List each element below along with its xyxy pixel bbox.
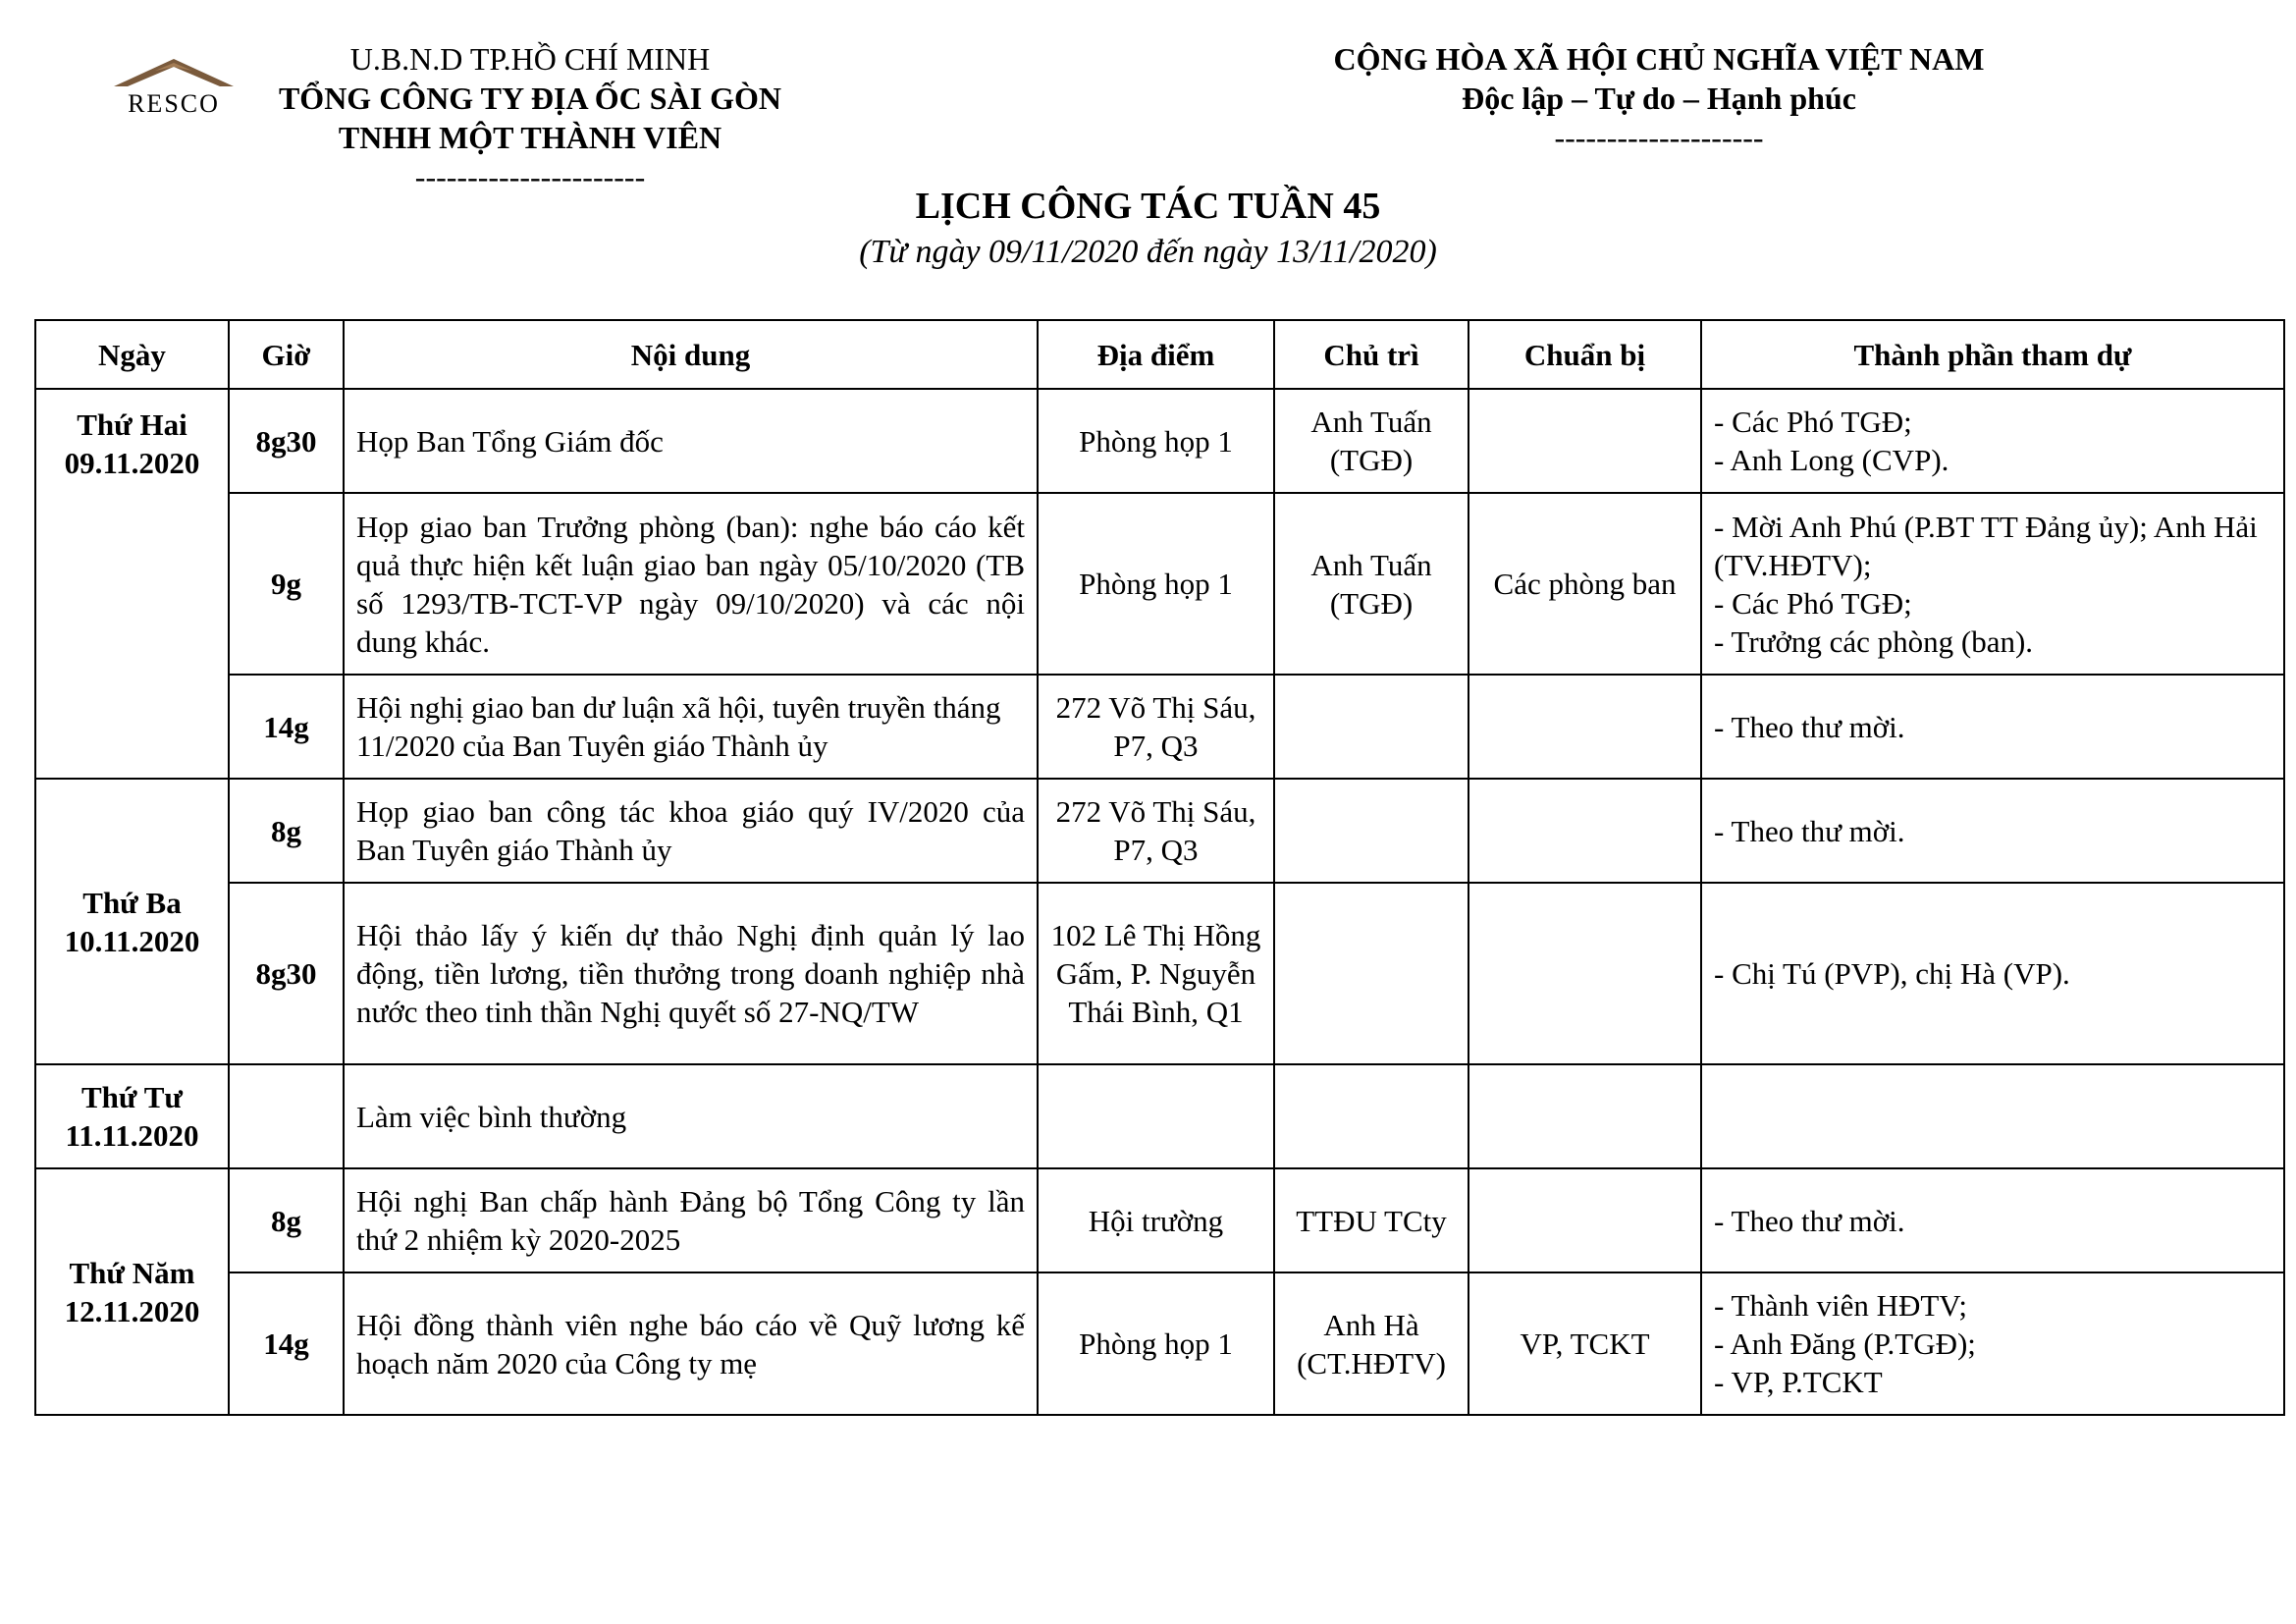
chair-cell xyxy=(1274,675,1468,779)
issuer-line3: TNHH MỘT THÀNH VIÊN xyxy=(338,120,722,155)
chair-cell: Anh Hà (CT.HĐTV) xyxy=(1274,1272,1468,1415)
national-rule: -------------------- xyxy=(1554,120,1764,155)
time-cell: 8g30 xyxy=(229,883,344,1064)
header-attendees: Thành phần tham dự xyxy=(1701,320,2284,389)
time-cell: 8g xyxy=(229,779,344,883)
table-row xyxy=(35,1272,2284,1415)
roof-logo-icon xyxy=(114,59,234,86)
day-date: 09.11.2020 xyxy=(64,446,200,480)
document-title: LỊCH CÔNG TÁC TUẦN 45 xyxy=(915,186,1381,227)
table-row xyxy=(35,493,2284,675)
issuer-header xyxy=(265,39,795,196)
day-date: 11.11.2020 xyxy=(65,1118,199,1153)
content-cell: Hội thảo lấy ý kiến dự thảo Nghị định quản lý lao động, tiền lương, tiền thưởng trong doanh nghiệp nhà nước theo tinh thần Nghị quyết số 27-NQ/TW xyxy=(344,883,1038,1064)
location-cell: Phòng họp 1 xyxy=(1038,1272,1274,1415)
chair-cell xyxy=(1274,1064,1468,1168)
attendees-cell xyxy=(1701,883,2284,1064)
attendee-line: - Chị Tú (PVP), chị Hà (VP). xyxy=(1714,956,2070,991)
issuer-line1: U.B.N.D TP.HỒ CHÍ MINH xyxy=(349,41,711,77)
attendee-line: - Mời Anh Phú (P.BT TT Đảng ủy); Anh Hải (TV.HĐTV); xyxy=(1714,509,2258,582)
prep-cell xyxy=(1468,883,1701,1064)
attendees-cell xyxy=(1701,1168,2284,1272)
day-cell xyxy=(35,779,229,1064)
header-chair: Chủ trì xyxy=(1274,320,1468,389)
prep-cell xyxy=(1468,779,1701,883)
attendees-cell xyxy=(1701,1064,2284,1168)
chair-cell: TTĐU TCty xyxy=(1274,1168,1468,1272)
chair-cell: Anh Tuấn (TGĐ) xyxy=(1274,389,1468,493)
location-cell: 102 Lê Thị Hồng Gấm, P. Nguyễn Thái Bình, Q1 xyxy=(1038,883,1274,1064)
day-date: 10.11.2020 xyxy=(64,923,200,958)
chair-cell xyxy=(1274,883,1468,1064)
attendees-cell xyxy=(1701,675,2284,779)
attendees-cell xyxy=(1701,493,2284,675)
chair-cell: Anh Tuấn (TGĐ) xyxy=(1274,493,1468,675)
prep-cell: Các phòng ban xyxy=(1468,493,1701,675)
time-cell: 14g xyxy=(229,675,344,779)
attendee-line: - Anh Long (CVP). xyxy=(1714,443,1949,477)
attendee-line: - Anh Đăng (P.TGĐ); xyxy=(1714,1326,1976,1361)
content-cell: Họp giao ban công tác khoa giáo quý IV/2020 của Ban Tuyên giáo Thành ủy xyxy=(344,779,1038,883)
content-cell: Họp Ban Tổng Giám đốc xyxy=(344,389,1038,493)
content-cell: Làm việc bình thường xyxy=(344,1064,1038,1168)
day-name: Thứ Tư xyxy=(81,1080,183,1114)
attendee-line: - Các Phó TGĐ; xyxy=(1714,585,1912,621)
resco-logo xyxy=(94,57,253,118)
attendees-cell xyxy=(1701,389,2284,493)
prep-cell xyxy=(1468,1064,1701,1168)
location-cell: 272 Võ Thị Sáu, P7, Q3 xyxy=(1038,779,1274,883)
day-name: Thứ Hai xyxy=(77,407,187,442)
header-day: Ngày xyxy=(35,320,229,389)
national-header xyxy=(1276,39,2042,157)
time-cell xyxy=(229,1064,344,1168)
time-cell: 8g xyxy=(229,1168,344,1272)
location-cell: Phòng họp 1 xyxy=(1038,389,1274,493)
time-cell: 8g30 xyxy=(229,389,344,493)
content-cell: Hội nghị Ban chấp hành Đảng bộ Tổng Công ty lần thứ 2 nhiệm kỳ 2020-2025 xyxy=(344,1168,1038,1272)
attendee-line: - Theo thư mời. xyxy=(1714,709,1905,744)
table-row xyxy=(35,883,2284,1064)
national-line2: Độc lập – Tự do – Hạnh phúc xyxy=(1462,81,1856,116)
table-row xyxy=(35,1064,2284,1168)
location-cell xyxy=(1038,1064,1274,1168)
table-row xyxy=(35,1168,2284,1272)
header-location: Địa điểm xyxy=(1038,320,1274,389)
attendee-line: - Thành viên HĐTV; xyxy=(1714,1288,1967,1323)
header-prep: Chuẩn bị xyxy=(1468,320,1701,389)
prep-cell xyxy=(1468,389,1701,493)
schedule-table xyxy=(34,319,2285,1416)
content-cell: Họp giao ban Trưởng phòng (ban): nghe báo cáo kết quả thực hiện kết luận giao ban ngày 05/10/2020 (TB số 1293/TB-TCT-VP ngày 09/10/2020) và các nội dung khác. xyxy=(344,493,1038,675)
table-row xyxy=(35,779,2284,883)
content-cell: Hội đồng thành viên nghe báo cáo về Quỹ lương kế hoạch năm 2020 của Công ty mẹ xyxy=(344,1272,1038,1415)
national-line1: CỘNG HÒA XÃ HỘI CHỦ NGHĨA VIỆT NAM xyxy=(1333,41,1985,77)
attendee-line: - Theo thư mời. xyxy=(1714,813,1905,848)
header-time: Giờ xyxy=(229,320,344,389)
prep-cell xyxy=(1468,675,1701,779)
chair-cell xyxy=(1274,779,1468,883)
header-content: Nội dung xyxy=(344,320,1038,389)
logo-text: RESCO xyxy=(128,89,220,118)
location-cell: Phòng họp 1 xyxy=(1038,493,1274,675)
day-name: Thứ Ba xyxy=(82,885,182,920)
table-row xyxy=(35,675,2284,779)
day-cell xyxy=(35,389,229,779)
time-cell: 14g xyxy=(229,1272,344,1415)
attendees-cell xyxy=(1701,779,2284,883)
attendee-line: - VP, P.TCKT xyxy=(1714,1365,1883,1399)
prep-cell xyxy=(1468,1168,1701,1272)
issuer-rule: ---------------------- xyxy=(414,159,646,194)
attendee-line: - Các Phó TGĐ; xyxy=(1714,405,1912,439)
day-cell xyxy=(35,1168,229,1415)
attendee-line: - Theo thư mời. xyxy=(1714,1203,1905,1238)
day-name: Thứ Năm xyxy=(69,1255,195,1290)
location-cell: 272 Võ Thị Sáu, P7, Q3 xyxy=(1038,675,1274,779)
issuer-line2: TỔNG CÔNG TY ĐỊA ỐC SÀI GÒN xyxy=(278,81,782,116)
table-row xyxy=(35,389,2284,493)
location-cell: Hội trường xyxy=(1038,1168,1274,1272)
day-date: 12.11.2020 xyxy=(64,1293,200,1328)
attendees-cell xyxy=(1701,1272,2284,1415)
content-cell: Hội nghị giao ban dư luận xã hội, tuyên truyền tháng 11/2020 của Ban Tuyên giáo Thành ủy xyxy=(344,675,1038,779)
document-subtitle: (Từ ngày 09/11/2020 đến ngày 13/11/2020) xyxy=(859,234,1437,270)
day-cell xyxy=(35,1064,229,1168)
attendee-line: - Trưởng các phòng (ban). xyxy=(1714,623,2034,659)
prep-cell: VP, TCKT xyxy=(1468,1272,1701,1415)
time-cell: 9g xyxy=(229,493,344,675)
table-header-row xyxy=(35,320,2284,389)
